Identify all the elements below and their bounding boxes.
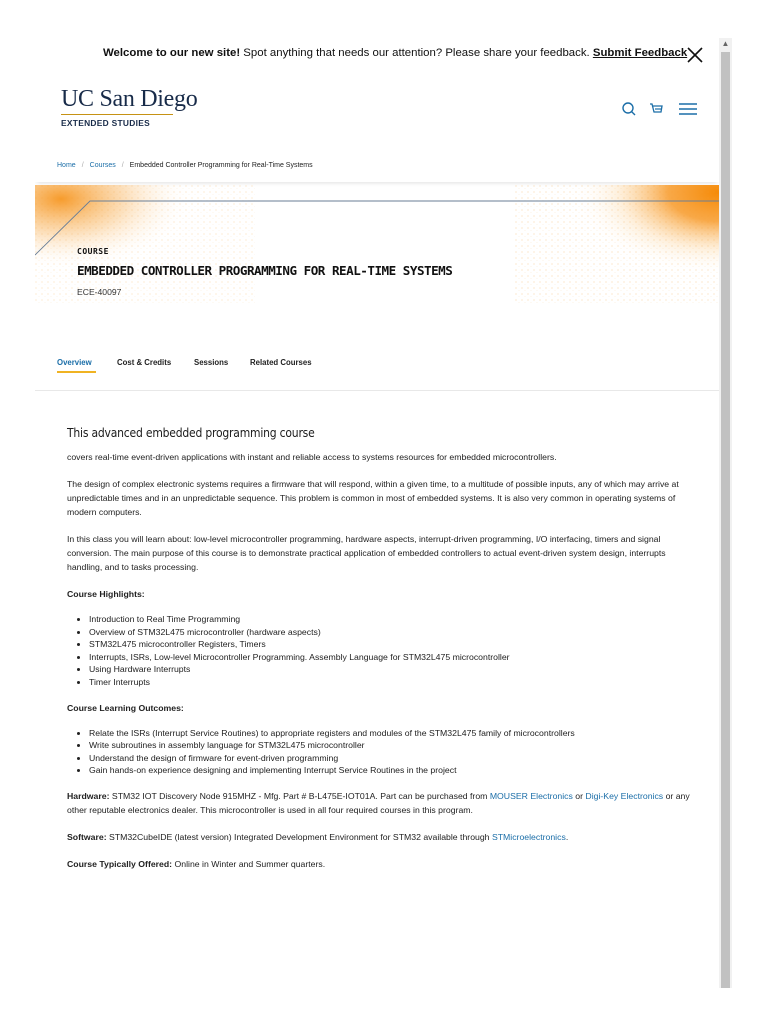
software-label: Software: — [67, 831, 107, 842]
mouser-link[interactable]: MOUSER Electronics — [489, 790, 573, 801]
software-text: STM32CubeIDE (latest version) Integrated Development Environment for STM32 available through — [106, 831, 492, 842]
tab-sessions[interactable]: Sessions — [194, 358, 229, 367]
list-item: • Understand the design of firmware for event-driven programming — [89, 752, 697, 765]
overview-paragraph: In this class you will learn about: low-level microcontroller programming, hardware aspects, interrupt-driven programming, I/O interfacing, timers and signal conversion. The main purpose of this course is to demonstrate practical application of embedded controllers to actual event-driven system design, interrupts handling, and to tasks processing. — [67, 534, 666, 572]
hardware-text-end: or any other reputable electronics dealer. This microcontroller is used in all four required courses in this program. — [67, 790, 690, 815]
offered-text: Online in Winter and Summer quarters. — [172, 858, 326, 869]
breadcrumb-home[interactable]: Home — [57, 162, 76, 169]
tab-related-courses[interactable]: Related Courses — [250, 358, 312, 367]
banner-bold-text: Welcome to our new site! — [103, 47, 241, 59]
overview-paragraph: The design of complex electronic systems requires a firmware that will respond, within a given time, to a multitude of possible inputs, any of which may arrive at unpredictable times and in an unpredictable sequence. This problem is common in most of embedded systems. It is also very common in operating systems of modern computers. — [67, 479, 679, 517]
software-paragraph — [67, 830, 697, 844]
logo-divider — [61, 114, 173, 115]
banner-text: Spot anything that needs our attention? Please share your feedback. — [240, 47, 593, 59]
course-code: ECE-40097 — [77, 287, 122, 297]
list-item: • Gain hands-on experience designing and implementing Interrupt Service Routines in the project — [89, 764, 697, 777]
list-item: • Interrupts, ISRs, Low-level Microcontroller Programming. Assembly Language for STM32L475 microcontroller — [89, 651, 697, 664]
course-tabs — [35, 338, 719, 391]
submit-feedback-link[interactable]: Submit Feedback — [592, 47, 688, 59]
list-item: • STM32L475 microcontroller Registers, Timers — [89, 638, 697, 651]
breadcrumb-courses[interactable]: Courses — [89, 162, 116, 169]
tab-overview[interactable]: Overview — [57, 358, 92, 367]
list-item: • Overview of STM32L475 microcontroller (hardware aspects) — [89, 626, 697, 639]
hardware-label: Hardware: — [67, 790, 110, 801]
page — [35, 38, 719, 988]
hero-background-graphic — [35, 185, 719, 335]
banner-message — [103, 47, 687, 59]
highlights-list — [67, 613, 697, 689]
breadcrumb-separator: / — [121, 162, 124, 169]
outcomes-list — [67, 727, 697, 777]
overview-heading: This advanced embedded programming course — [67, 426, 315, 440]
course-title: EMBEDDED CONTROLLER PROGRAMMING FOR REAL-TIME SYSTEMS — [77, 263, 453, 278]
offered-label: Course Typically Offered: — [67, 858, 173, 869]
list-item: • Using Hardware Interrupts — [89, 663, 697, 676]
active-tab-indicator — [57, 371, 96, 373]
hardware-paragraph — [67, 789, 697, 817]
feedback-banner — [35, 38, 719, 72]
list-item: • Relate the ISRs (Interrupt Service Routines) to appropriate registers and modules of the STM32L475 family of microcontrollers — [89, 727, 697, 740]
highlights-heading: Course Highlights: — [67, 589, 145, 599]
list-item: • Write subroutines in assembly language for STM32L475 microcontroller — [89, 739, 697, 752]
overview-intro: covers real-time event-driven applications with instant and reliable access to systems resources for embedded microcontrollers. — [67, 452, 557, 462]
course-hero — [35, 185, 719, 335]
hardware-text: STM32 IOT Discovery Node 915MHZ - Mfg. Part # B-L475E-IOT01A. Part can be purchased from — [109, 790, 490, 801]
list-item: • Timer Interrupts — [89, 676, 697, 689]
offered-paragraph — [67, 857, 697, 871]
logo-main: UC San Diego — [61, 86, 198, 112]
logo-sub: EXTENDED STUDIES — [61, 118, 151, 128]
breadcrumb — [57, 162, 313, 169]
cart-icon[interactable] — [647, 100, 665, 118]
outcomes-heading: Course Learning Outcomes: — [67, 702, 184, 713]
breadcrumb-current: Embedded Controller Programming for Real-Time Systems — [129, 162, 313, 169]
scroll-up-icon[interactable]: ▲ — [721, 39, 730, 48]
software-end: . — [565, 831, 569, 842]
hardware-or: or — [572, 790, 586, 801]
list-item: • Introduction to Real Time Programming — [89, 613, 697, 626]
scroll-thumb[interactable] — [721, 52, 730, 988]
course-overview-content — [67, 426, 697, 884]
tab-cost-credits[interactable]: Cost & Credits — [117, 358, 172, 367]
breadcrumb-separator: / — [81, 162, 84, 169]
menu-icon[interactable] — [677, 100, 699, 118]
stmicro-link[interactable]: STMicroelectronics — [491, 831, 566, 842]
course-eyebrow: COURSE — [77, 247, 109, 256]
close-icon[interactable] — [685, 45, 705, 65]
digikey-link[interactable]: Digi-Key Electronics — [585, 790, 664, 801]
scrollbar[interactable] — [719, 38, 732, 988]
search-icon[interactable] — [620, 100, 638, 118]
